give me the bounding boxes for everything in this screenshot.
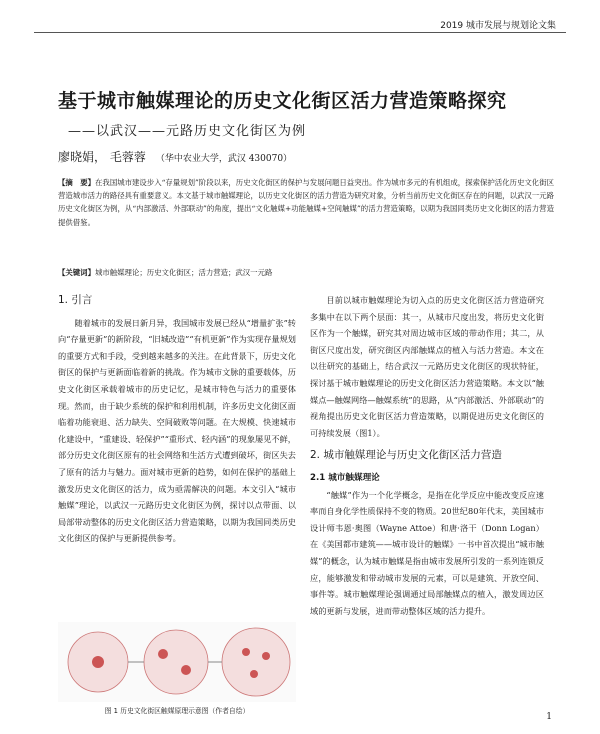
page-number: 1 (546, 712, 552, 722)
running-head: 2019 城市发展与规划论文集 (440, 21, 556, 31)
diagram-core-2a (158, 649, 168, 659)
header-rule (34, 32, 566, 33)
diagram-core-3a (242, 648, 250, 656)
abstract-text: 在我国城市建设步入“存量规划”阶段以来，历史文化街区的保护与发展问题日益突出。作为城市多元的有机组成，探索保护活化历史文化街区营造城市活力的路径具有重要意义。本文基于城市触媒理论，以历史文化街区的活力营造为研究对象，分析当前历史文化街区存在的问题，以武汉一元路历史文化街区为例，从“内部激活、外部联动”的角度，提出“文化触媒+功能触媒+空间触媒”的活力营造策略，以期为我国同类历史文化街区的活力营造提供借鉴。 (58, 178, 554, 227)
subsection-heading-2-1: 2.1 城市触媒理论 (310, 472, 380, 483)
right-column (310, 292, 544, 619)
author-names: 廖晓娟， 毛蓉蓉 (58, 150, 146, 164)
diagram-circle-2 (144, 630, 208, 694)
diagram-core-2b (181, 665, 191, 675)
figure-caption: 图 1 历史文化街区触媒原理示意图（作者自绘） (104, 707, 250, 715)
diagram-core-1 (92, 656, 104, 668)
left-column (58, 292, 296, 547)
paper-title: 基于城市触媒理论的历史文化街区活力营造策略探究 (58, 90, 507, 112)
keywords-label: 【关键词】 (58, 268, 95, 277)
intro-paragraph: 随着城市的发展日新月异，我国城市发展已经从“增量扩张”转向“存量更新”的新阶段，“旧城改造”“有机更新”作为实现存量规划的重要方式和手段，受到越来越多的关注。在此背景下，历史文化街区的保护与更新面临着新的挑战。作为城市文脉的重要载体，历史文化街区承载着城市的历史记忆，是城市特色与活力的重要体现。然而，由于缺少系统的保护和利用机制，许多历史文化街区面临着功能衰退、活力缺失、空间破败等问题。在大规模、快速城市化建设中，“重建设、轻保护”“重形式、轻内涵”的现象屡见不鲜，部分历史文化街区原有的社会网络和生活方式遭到破坏，街区失去了原有的活力与魅力。面对城市更新的趋势，如何在保护的基础上激发历史文化街区的活力，成为亟需解决的问题。本文引入“城市触媒”理论，以武汉一元路历史文化街区为例，探讨以点带面、以局部带动整体的历史文化街区活力营造策略，以期为我国同类历史文化街区的保护与更新提供参考。 (58, 317, 296, 544)
keywords (58, 267, 554, 278)
catalyst-diagram-figure (58, 622, 296, 702)
affiliation: （华中农业大学，武汉 430070） (155, 154, 293, 164)
section-heading-2: 2. 城市触媒理论与历史文化街区活力营造 (310, 449, 502, 462)
catalyst-theory-paragraph: “触媒”作为一个化学概念，是指在化学反应中能改变反应速率而自身化学性质保持不变的物质。20世纪80年代末，美国城市设计师韦恩·奥图（Wayne Attoe）和唐·洛干（Donn Logan）在《美国都市建筑——城市设计的触媒》一书中首次提出“城市触媒”的概念，认为城市触媒是指由城市发展所引发的一系列连锁反应，能够激发和带动城市发展的元素，可以是建筑、开放空间、事件等。城市触媒理论强调通过局部触媒点的植入，激发周边区域的更新与发展，进而带动整体区域的活力提升。 (310, 489, 544, 616)
section-heading-intro: 1. 引言 (58, 294, 93, 306)
paper-subtitle: ——以武汉——元路历史文化街区为例 (68, 124, 307, 139)
authors (58, 148, 292, 165)
right-intro-paragraph: 目前以城市触媒理论为切入点的历史文化街区活力营造研究多集中在以下两个层面：其一，从城市尺度出发，将历史文化街区作为一个触媒，研究其对周边城市区域的带动作用；其二，从街区尺度出发，研究街区内部触媒点的植入与活力营造。本文在以往研究的基础上，结合武汉一元路历史文化街区的现状特征，探讨基于城市触媒理论的历史文化街区活力营造策略。本文以“触媒点—触媒网络—触媒系统”的思路，从“内部激活、外部联动”的视角提出历史文化街区活力营造策略，以期促进历史文化街区的可持续发展（图1）。 (310, 295, 544, 438)
diagram-circle-3 (222, 628, 290, 696)
keywords-text: 城市触媒理论；历史文化街区；活力营造；武汉一元路 (94, 268, 273, 277)
diagram-core-3b (262, 652, 270, 660)
abstract-label: 【摘 要】 (58, 178, 96, 187)
diagram-core-3c (250, 670, 258, 678)
abstract (58, 176, 554, 229)
